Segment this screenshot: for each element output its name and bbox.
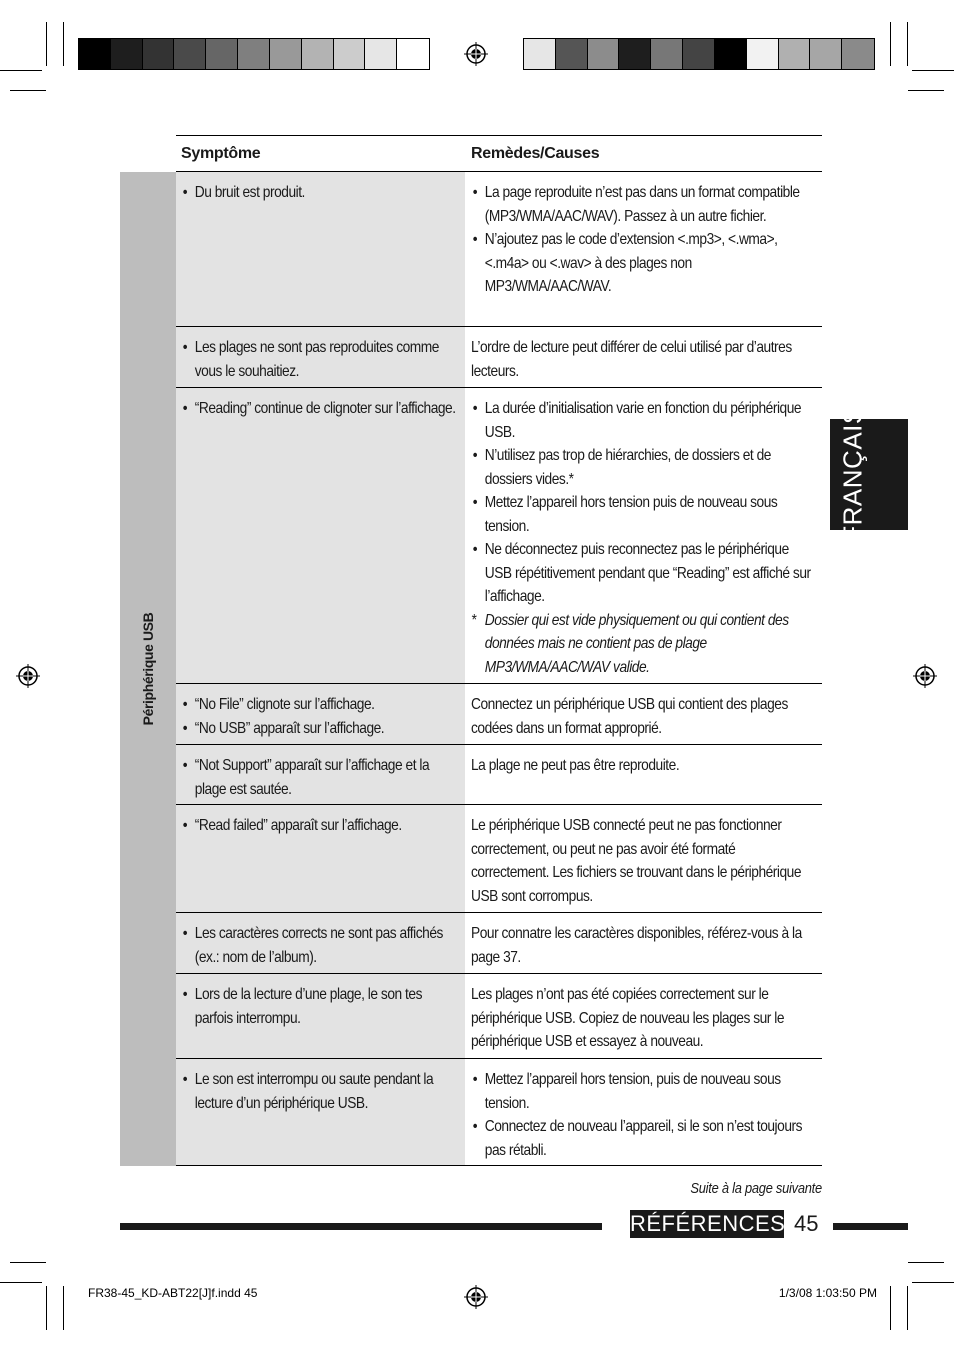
color-swatch (842, 39, 874, 69)
color-swatch (365, 39, 397, 69)
color-swatch (588, 39, 620, 69)
symptom-content (181, 336, 456, 383)
remedy-content (471, 693, 815, 740)
table-row (176, 745, 822, 805)
table-row (176, 172, 822, 327)
crop-mark (63, 1286, 64, 1330)
symptom-item: • Lors de la lecture d’une plage, le son tes parfois interrompu. (181, 983, 456, 1030)
symptom-list (181, 181, 456, 205)
symptom-list (181, 814, 456, 838)
crop-mark (0, 1282, 42, 1283)
remedy-item: • N’ajoutez pas le code d’extension <.mp3>, <.wma>, <.m4a> ou <.wav> à des plages non MP3/WMA/AAC/WAV. (471, 228, 815, 299)
symptom-content (181, 814, 456, 838)
symptom-cell (176, 974, 465, 1058)
registration-target-icon (913, 664, 937, 688)
column-header-symptom: Symptôme (181, 145, 261, 162)
color-calibration-bar-left (78, 38, 430, 70)
remedy-cell (465, 684, 822, 744)
crop-mark (890, 1286, 891, 1330)
crop-mark (10, 1262, 46, 1263)
symptom-content (181, 693, 456, 740)
symptom-list (181, 1068, 456, 1115)
symptom-item: • Les caractères corrects ne sont pas affichés (ex.: nom de l’album). (181, 922, 456, 969)
continued-note: Suite à la page suivante (690, 1180, 822, 1197)
remedy-content (471, 336, 815, 383)
remedy-cell (465, 913, 822, 973)
symptom-cell (176, 327, 465, 387)
remedy-item: • Connectez de nouveau l’appareil, si le son n’est toujours pas rétabli. (471, 1115, 815, 1162)
column-header-remedy: Remèdes/Causes (471, 145, 600, 162)
crop-mark (46, 1286, 47, 1330)
remedy-cell (465, 805, 822, 912)
symptom-cell (176, 1059, 465, 1165)
symptom-content (181, 754, 456, 801)
category-label: Périphérique USB (140, 612, 156, 726)
table-row (176, 1059, 822, 1166)
remedy-text: Les plages n’ont pas été copiées correctement sur le périphérique USB. Copiez de nouveau les plages sur le périphérique USB et essayez à nouveau. (471, 986, 785, 1050)
remedy-item: • N’utilisez pas trop de hiérarchies, de dossiers et de dossiers vides.* (471, 444, 815, 491)
table-row (176, 974, 822, 1059)
remedy-text: L’ordre de lecture peut différer de celui utilisé par d’autres lecteurs. (471, 339, 792, 380)
crop-mark (908, 90, 944, 91)
section-label: RÉFÉRENCES (630, 1211, 786, 1236)
symptom-content (181, 397, 456, 421)
remedy-item: • Ne déconnectez puis reconnectez pas le périphérique USB répétitivement pendant que “Reading” est affiché sur l’affichage. (471, 538, 815, 609)
remedy-content (471, 922, 815, 969)
remedy-item: • Mettez l’appareil hors tension puis de nouveau sous tension. (471, 491, 815, 538)
color-swatch (651, 39, 683, 69)
remedy-content (471, 397, 815, 679)
color-swatch (238, 39, 270, 69)
color-swatch (683, 39, 715, 69)
color-swatch (174, 39, 206, 69)
table-row (176, 327, 822, 388)
crop-mark (10, 90, 46, 91)
registration-target-icon (464, 42, 488, 66)
color-swatch (143, 39, 175, 69)
remedy-content (471, 983, 815, 1054)
symptom-cell (176, 745, 465, 804)
table-row (176, 684, 822, 745)
color-swatch (334, 39, 366, 69)
color-swatch (270, 39, 302, 69)
page-number: 45 (794, 1211, 819, 1236)
remedy-content (471, 1068, 815, 1162)
remedy-text: La plage ne peut pas être reproduite. (471, 757, 680, 774)
remedy-content (471, 754, 815, 778)
symptom-content (181, 1068, 456, 1115)
registration-target-icon (16, 664, 40, 688)
registration-target-icon (464, 1285, 488, 1309)
symptom-item: • Les plages ne sont pas reproduites comme vous le souhaitiez. (181, 336, 456, 383)
symptom-item: • “Reading” continue de clignoter sur l’affichage. (181, 397, 456, 421)
color-swatch (524, 39, 556, 69)
color-swatch (302, 39, 334, 69)
slug-file-info: FR38-45_KD-ABT22[J]f.indd 45 (88, 1286, 258, 1300)
remedy-cell (465, 745, 822, 804)
color-swatch (397, 39, 429, 69)
symptom-cell (176, 172, 465, 326)
color-swatch (206, 39, 238, 69)
crop-mark (46, 22, 47, 66)
table-row (176, 913, 822, 974)
symptom-cell (176, 913, 465, 973)
remedy-text: Le périphérique USB connecté peut ne pas fonctionner correctement, ou peut ne pas avoir été formaté correctement. Les fichiers se trouvant dans le périphérique USB sont corrompus. (471, 817, 802, 905)
symptom-item: • “Not Support” apparaît sur l’affichage et la plage est sautée. (181, 754, 456, 801)
remedy-text: Pour connatre les caractères disponibles, référez-vous à la page 37. (471, 925, 802, 966)
crop-mark (912, 70, 954, 71)
language-tab-label: FRANÇAIS (837, 406, 868, 542)
crop-mark (908, 1262, 944, 1263)
color-swatch (715, 39, 747, 69)
color-swatch (79, 39, 111, 69)
color-swatch (810, 39, 842, 69)
color-swatch (556, 39, 588, 69)
crop-mark (0, 70, 42, 71)
remedy-list (471, 397, 815, 679)
remedy-content (471, 181, 815, 299)
symptom-content (181, 983, 456, 1030)
crop-mark (907, 1286, 908, 1330)
table-row (176, 388, 822, 684)
table-row (176, 805, 822, 913)
crop-mark (63, 22, 64, 66)
symptom-item: • “Read failed” apparaît sur l’affichage. (181, 814, 456, 838)
remedy-item: • La durée d’initialisation varie en fonction du périphérique USB. (471, 397, 815, 444)
color-swatch (779, 39, 811, 69)
remedy-cell (465, 388, 822, 683)
symptom-item: • “No USB” apparaît sur l’affichage. (181, 717, 456, 741)
symptom-list (181, 336, 456, 383)
footer-rule-left (120, 1223, 602, 1230)
symptom-item: • “No File” clignote sur l’affichage. (181, 693, 456, 717)
remedy-text: Connectez un périphérique USB qui contient des plages codées dans un format approprié. (471, 696, 788, 737)
remedy-list (471, 1068, 815, 1162)
symptom-item: • Du bruit est produit. (181, 181, 456, 205)
crop-mark (890, 22, 891, 66)
crop-mark (912, 1282, 954, 1283)
remedy-item: • La page reproduite n’est pas dans un format compatible (MP3/WMA/AAC/WAV). Passez à un autre fichier. (471, 181, 815, 228)
symptom-cell (176, 805, 465, 912)
color-swatch (747, 39, 779, 69)
remedy-content (471, 814, 815, 908)
slug-timestamp: 1/3/08 1:03:50 PM (778, 1286, 877, 1300)
crop-mark (907, 22, 908, 66)
remedy-cell (465, 974, 822, 1058)
symptom-list (181, 983, 456, 1030)
symptom-content (181, 922, 456, 969)
remedy-cell (465, 172, 822, 326)
symptom-cell (176, 684, 465, 744)
symptom-content (181, 181, 456, 205)
symptom-item: • Le son est interrompu ou saute pendant la lecture d’un périphérique USB. (181, 1068, 456, 1115)
remedy-footnote: * Dossier qui est vide physiquement ou qui contient des données mais ne contient pas de plage MP3/WMA/AAC/WAV valide. (471, 609, 815, 680)
remedy-list (471, 181, 815, 299)
color-swatch (619, 39, 651, 69)
color-calibration-bar-right (523, 38, 875, 70)
symptom-cell (176, 388, 465, 683)
remedy-cell (465, 1059, 822, 1165)
remedy-item: • Mettez l’appareil hors tension, puis de nouveau sous tension. (471, 1068, 815, 1115)
footer-rule-right (833, 1223, 908, 1230)
color-swatch (111, 39, 143, 69)
symptom-list (181, 693, 456, 740)
symptom-list (181, 397, 456, 421)
table-header (176, 135, 822, 172)
remedy-cell (465, 327, 822, 387)
symptom-list (181, 754, 456, 801)
symptom-list (181, 922, 456, 969)
